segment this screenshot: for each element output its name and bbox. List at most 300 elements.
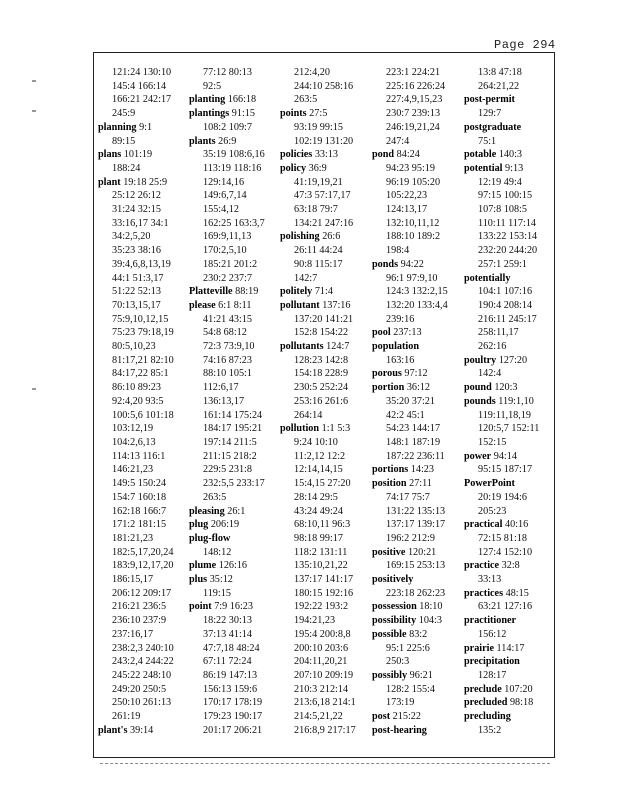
index-page-refs <box>189 409 277 423</box>
index-page-refs <box>372 532 460 546</box>
index-page-refs <box>464 600 552 614</box>
page-references: 238:2,3 240:10 <box>112 642 174 654</box>
index-page-refs <box>189 710 277 724</box>
index-page-refs <box>372 559 460 573</box>
page-references: 223:18 262:23 <box>386 587 446 599</box>
index-term-entry <box>189 559 277 573</box>
index-page-refs <box>280 326 368 340</box>
index-page-refs <box>372 244 460 258</box>
page-references: 149:5 150:24 <box>112 478 167 490</box>
index-page-refs <box>189 642 277 656</box>
index-page-refs <box>464 409 552 423</box>
page-references: 186:15,17 <box>112 574 154 586</box>
index-page-refs <box>280 559 368 573</box>
index-term: practice <box>464 560 500 572</box>
page-references: 211:15 218:2 <box>203 450 257 462</box>
index-term: plus <box>189 574 208 586</box>
index-page-refs <box>98 326 186 340</box>
index-page-refs <box>189 230 277 244</box>
page-references: 213:6,18 214:1 <box>294 697 356 709</box>
page-references: 246:19,21,24 <box>386 121 440 133</box>
page-references: 93:19 99:15 <box>294 121 343 133</box>
index-page-refs <box>189 683 277 697</box>
page-references: 75:23 79:18,19 <box>112 327 174 339</box>
index-page-refs <box>464 326 552 340</box>
page-references: 100:5,6 101:18 <box>112 409 174 421</box>
index-term: pollutants <box>280 341 324 353</box>
index-page-refs <box>98 532 186 546</box>
index-term: pool <box>372 327 391 339</box>
index-page-refs <box>464 244 552 258</box>
index-page-refs <box>98 696 186 710</box>
index-term-entry <box>372 326 460 340</box>
page-references: 229:5 231:8 <box>203 464 252 476</box>
index-page-refs <box>189 189 277 203</box>
page-references: 179:23 190:17 <box>203 711 263 723</box>
index-term: PowerPoint <box>464 478 515 490</box>
page-references: 169:15 253:13 <box>386 560 446 572</box>
index-page-refs <box>372 203 460 217</box>
index-term-entry <box>372 546 460 560</box>
page-references: 181:21,23 <box>112 532 154 544</box>
page-references: 48:15 <box>503 587 529 599</box>
index-page-refs <box>189 176 277 190</box>
page-references: 1:1 5:3 <box>319 423 351 435</box>
index-page-refs <box>372 491 460 505</box>
page-references: 232:20 244:20 <box>478 245 538 257</box>
index-page-refs <box>98 436 186 450</box>
index-page-refs <box>464 313 552 327</box>
page-references: 14:23 <box>408 464 434 476</box>
index-term-entry <box>372 710 460 724</box>
page-references: 71:4 <box>312 286 333 298</box>
page-references: 44:1 51:3,17 <box>112 272 164 284</box>
index-page-refs <box>98 285 186 299</box>
page-references: 152:15 <box>478 436 507 448</box>
page-references: 41:21 43:15 <box>203 313 252 325</box>
page-references: 110:11 117:14 <box>478 217 537 229</box>
index-page-refs <box>98 409 186 423</box>
index-term-entry <box>372 477 460 491</box>
index-page-refs <box>189 422 277 436</box>
index-page-refs <box>372 285 460 299</box>
index-page-refs <box>189 395 277 409</box>
index-page-refs <box>464 367 552 381</box>
index-page-refs <box>98 203 186 217</box>
index-term: practitioner <box>464 615 517 627</box>
index-page-refs <box>98 217 186 231</box>
index-page-refs <box>98 518 186 532</box>
page-references: 72:15 81:18 <box>478 532 527 544</box>
page-references: 245:22 248:10 <box>112 669 172 681</box>
index-term-entry <box>372 258 460 272</box>
index-term-entry <box>280 148 368 162</box>
page-references: 27:5 <box>306 108 328 120</box>
page-references: 119:1,10 <box>495 395 534 407</box>
page-references: 152:8 154:22 <box>294 327 349 339</box>
page-references: 97:15 100:15 <box>478 190 533 202</box>
index-term-entry <box>372 148 460 162</box>
index-page-refs <box>464 669 552 683</box>
index-page-refs <box>98 313 186 327</box>
page-references: 108:2 109:7 <box>203 121 252 133</box>
index-term: practical <box>464 519 503 531</box>
index-page-refs <box>372 655 460 669</box>
index-page-refs <box>189 203 277 217</box>
index-page-refs <box>280 395 368 409</box>
page-references: 80:5,10,23 <box>112 341 156 353</box>
index-page-refs <box>280 217 368 231</box>
page-references: 39:4,6,8,13,19 <box>112 258 171 270</box>
page-references: 37:13 41:14 <box>203 628 252 640</box>
index-term: pound <box>464 382 492 394</box>
index-page-refs <box>372 107 460 121</box>
page-references: 182:5,17,20,24 <box>112 546 174 558</box>
index-page-refs <box>280 505 368 519</box>
index-page-refs <box>189 354 277 368</box>
index-page-refs <box>372 518 460 532</box>
index-page-refs <box>189 217 277 231</box>
page-references: 40:16 <box>502 519 529 531</box>
index-term: precipitation <box>464 656 520 668</box>
page-references: 225:16 226:24 <box>386 80 446 92</box>
index-page-refs <box>280 696 368 710</box>
index-term-entry <box>98 148 186 162</box>
index-term: postgraduate <box>464 121 522 133</box>
index-term: portion <box>372 382 405 394</box>
index-column-5 <box>464 66 552 737</box>
index-term: plant's <box>98 724 128 736</box>
page-references: 250:10 261:13 <box>112 697 172 709</box>
page-references: 120:21 <box>405 546 437 558</box>
page-references: 12:19 49:4 <box>478 176 522 188</box>
page-references: 263:5 <box>294 94 318 106</box>
index-term-entry <box>98 176 186 190</box>
page-references: 204:11,20,21 <box>294 656 348 668</box>
index-page-refs <box>280 518 368 532</box>
index-term: post-permit <box>464 94 515 106</box>
page-references: 15:4,15 27:20 <box>294 478 351 490</box>
index-term-entry <box>464 162 552 176</box>
index-term: pollution <box>280 423 320 435</box>
index-page-refs <box>464 230 552 244</box>
page-references: 54:23 144:17 <box>386 423 441 435</box>
page-references: 185:21 201:2 <box>203 258 258 270</box>
index-page-refs <box>280 272 368 286</box>
index-term-entry <box>464 477 552 491</box>
page-references: 114:13 116:1 <box>112 450 166 462</box>
page-references: 154:7 160:18 <box>112 491 167 503</box>
page-references: 96:19 105:20 <box>386 176 441 188</box>
page-references: 9:24 10:10 <box>294 436 338 448</box>
index-page-refs <box>280 313 368 327</box>
index-page-refs <box>372 422 460 436</box>
index-page-refs <box>280 655 368 669</box>
page-references: 103:12,19 <box>112 423 154 435</box>
index-term-entry <box>372 628 460 642</box>
index-page-refs <box>189 546 277 560</box>
page-references: 92:5 <box>203 80 222 92</box>
index-page-refs <box>280 710 368 724</box>
page-references: 95:15 187:17 <box>478 464 533 476</box>
page-references: 261:19 <box>112 711 141 723</box>
index-term-entry <box>464 272 552 286</box>
page-references: 94:14 <box>491 450 517 462</box>
index-term-entry <box>464 518 552 532</box>
page-references: 196:2 212:9 <box>386 532 435 544</box>
page-references: 187:22 236:11 <box>386 450 445 462</box>
page-references: 75:9,10,12,15 <box>112 313 169 325</box>
page-references: 127:4 152:10 <box>478 546 533 558</box>
index-page-refs <box>464 340 552 354</box>
index-page-refs <box>98 642 186 656</box>
index-page-refs <box>372 436 460 450</box>
page-references: 216:21 236:5 <box>112 601 167 613</box>
index-term: possibly <box>372 669 408 681</box>
page-references: 227:4,9,15,23 <box>386 94 443 106</box>
index-term-entry <box>464 642 552 656</box>
index-term-entry <box>189 505 277 519</box>
page-references: 190:4 208:14 <box>478 299 533 311</box>
index-page-refs <box>189 614 277 628</box>
index-term: plant <box>98 176 121 188</box>
page-references: 249:20 250:5 <box>112 683 167 695</box>
index-page-refs <box>98 367 186 381</box>
page-references: 146:21,23 <box>112 464 154 476</box>
index-page-refs <box>98 628 186 642</box>
page-references: 96:1 97:9,10 <box>386 272 438 284</box>
page-references: 36:12 <box>404 382 431 394</box>
page-references: 26:9 <box>215 135 237 147</box>
index-term: please <box>189 299 216 311</box>
index-term-entry <box>280 422 368 436</box>
page-references: 33:13 <box>312 149 339 161</box>
page-references: 162:18 166:7 <box>112 505 167 517</box>
page-references: 161:14 175:24 <box>203 409 263 421</box>
index-term-entry <box>464 559 552 573</box>
index-page-refs <box>98 93 186 107</box>
index-page-refs <box>98 422 186 436</box>
page-references: 77:12 80:13 <box>203 67 252 78</box>
index-term-entry <box>464 696 552 710</box>
page-references: 91:15 <box>229 108 255 120</box>
page-references: 194:21,23 <box>294 615 336 627</box>
index-page-refs <box>464 217 552 231</box>
index-page-refs <box>280 683 368 697</box>
index-page-refs <box>464 203 552 217</box>
page-references: 216:8,9 217:17 <box>294 724 356 736</box>
index-page-refs <box>98 107 186 121</box>
page-references: 126:16 <box>216 560 248 572</box>
index-term: politely <box>280 286 313 298</box>
index-page-refs <box>189 340 277 354</box>
index-term: plans <box>98 149 122 161</box>
index-page-refs <box>189 463 277 477</box>
index-term-entry <box>464 655 552 669</box>
page-references: 124:7 <box>323 341 350 353</box>
page-references: 156:12 <box>478 628 507 640</box>
page-references: 140:3 <box>496 149 523 161</box>
index-page-refs <box>280 381 368 395</box>
index-page-refs <box>189 477 277 491</box>
page-references: 149:6,7,14 <box>203 190 247 202</box>
page-references: 88:19 <box>232 286 259 298</box>
index-page-refs <box>464 176 552 190</box>
index-page-refs <box>189 326 277 340</box>
page-references: 154:18 228:9 <box>294 368 349 380</box>
index-page-refs <box>464 422 552 436</box>
page-references: 63:18 79:7 <box>294 204 338 216</box>
page-references: 107:20 <box>501 683 533 695</box>
index-term: precluding <box>464 711 511 723</box>
page-references: 192:22 193:2 <box>294 601 349 613</box>
page-references: 33:16,17 34:1 <box>112 217 169 229</box>
page-references: 184:17 195:21 <box>203 423 263 435</box>
page-references: 35:23 38:16 <box>112 245 161 257</box>
page-references: 244:10 258:16 <box>294 80 354 92</box>
page-references: 239:16 <box>386 313 415 325</box>
page-references: 206:12 209:17 <box>112 587 172 599</box>
index-page-refs <box>189 669 277 683</box>
index-page-refs <box>464 628 552 642</box>
page-references: 250:3 <box>386 656 410 668</box>
index-page-refs <box>372 272 460 286</box>
index-page-refs <box>464 299 552 313</box>
index-page-refs <box>464 135 552 149</box>
index-page-refs <box>280 450 368 464</box>
page-references: 214:5,21,22 <box>294 711 343 723</box>
page-references: 136:13,17 <box>203 395 245 407</box>
index-term-entry <box>464 148 552 162</box>
index-term: preclude <box>464 683 502 695</box>
index-page-refs <box>280 614 368 628</box>
index-term-entry <box>189 532 277 546</box>
index-term: ponds <box>372 258 399 270</box>
page-references: 169:9,11,13 <box>203 231 252 243</box>
index-page-refs <box>98 505 186 519</box>
index-term: planning <box>98 121 137 133</box>
index-page-refs <box>464 505 552 519</box>
index-page-refs <box>372 189 460 203</box>
page-references: 104:1 107:16 <box>478 286 533 298</box>
page-references: 173:19 <box>386 697 415 709</box>
page-references: 262:16 <box>478 341 507 353</box>
index-page-refs <box>280 477 368 491</box>
page-references: 35:19 108:6,16 <box>203 149 265 161</box>
page-references: 7:9 16:23 <box>211 601 253 613</box>
index-page-refs <box>98 587 186 601</box>
page-references: 94:23 95:19 <box>386 162 435 174</box>
page-references: 51:22 52:13 <box>112 286 161 298</box>
index-page-refs <box>280 628 368 642</box>
page-references: 156:13 159:6 <box>203 683 258 695</box>
page-references: 183:9,12,17,20 <box>112 560 174 572</box>
index-term-entry <box>372 614 460 628</box>
page-references: 142:7 <box>294 272 318 284</box>
index-page-refs <box>189 80 277 94</box>
index-page-refs <box>98 66 186 80</box>
page-references: 83:2 <box>406 628 428 640</box>
index-term: Platteville <box>189 286 233 298</box>
index-column-4 <box>372 66 460 737</box>
page-references: 137:17 139:17 <box>386 519 446 531</box>
index-page-refs <box>280 724 368 738</box>
index-page-refs <box>464 189 552 203</box>
index-page-refs <box>189 724 277 738</box>
page-references: 257:1 259:1 <box>478 258 527 270</box>
index-page-refs <box>98 244 186 258</box>
index-page-refs <box>464 80 552 94</box>
page-references: 137:20 141:21 <box>294 313 354 325</box>
index-page-refs <box>280 642 368 656</box>
page-references: 128:23 142:8 <box>294 354 349 366</box>
page-references: 104:3 <box>416 615 442 627</box>
page-references: 200:10 203:6 <box>294 642 349 654</box>
index-term: portions <box>372 464 409 476</box>
page-references: 94:22 <box>398 258 424 270</box>
page-references: 19:18 25:9 <box>120 176 168 188</box>
page-references: 264:21,22 <box>478 80 520 92</box>
index-term-entry <box>280 299 368 313</box>
index-term: post-hearing <box>372 724 427 736</box>
page-references: 171:2 181:15 <box>112 519 167 531</box>
index-term: plug-flow <box>189 532 231 544</box>
page-references: 11:2,12 12:2 <box>294 450 346 462</box>
index-term: post <box>372 711 391 723</box>
index-term: position <box>372 478 407 490</box>
index-page-refs <box>372 230 460 244</box>
index-page-refs <box>98 655 186 669</box>
page-references: 170:2,5,10 <box>203 245 247 257</box>
index-term: plug <box>189 519 209 531</box>
page-references: 162:25 163:3,7 <box>203 217 265 229</box>
index-page-refs <box>280 587 368 601</box>
index-term-entry <box>464 614 552 628</box>
page-references: 107:8 108:5 <box>478 204 527 216</box>
page-references: 34:2,5,20 <box>112 231 151 243</box>
page-references: 39:14 <box>127 724 154 736</box>
index-term: pollutant <box>280 299 320 311</box>
page-references: 75:1 <box>478 135 497 147</box>
page-references: 264:14 <box>294 409 323 421</box>
page-references: 36:9 <box>306 162 327 174</box>
index-page-refs <box>372 683 460 697</box>
index-page-refs <box>189 436 277 450</box>
index-page-refs <box>98 258 186 272</box>
index-page-refs <box>189 258 277 272</box>
page-references: 205:23 <box>478 505 507 517</box>
page-references: 121:24 130:10 <box>112 67 172 78</box>
page-references: 119:11,18,19 <box>478 409 532 421</box>
page-references: 26:6 <box>319 231 341 243</box>
page-references: 263:5 <box>203 491 227 503</box>
page-references: 232:5,5 233:17 <box>203 478 265 490</box>
page-references: 131:22 135:13 <box>386 505 446 517</box>
index-page-refs <box>189 244 277 258</box>
page-references: 9:1 <box>136 121 153 133</box>
index-column-3 <box>280 66 368 737</box>
index-page-refs <box>189 121 277 135</box>
page-references: 128:17 <box>478 669 507 681</box>
index-column-2 <box>189 66 277 737</box>
index-term-entry <box>372 340 460 354</box>
page-references: 230:5 252:24 <box>294 382 349 394</box>
page-references: 18:22 30:13 <box>203 615 252 627</box>
page-references: 247:4 <box>386 135 410 147</box>
index-term-entry <box>464 121 552 135</box>
page-references: 95:1 225:6 <box>386 642 430 654</box>
page-references: 43:24 49:24 <box>294 505 343 517</box>
